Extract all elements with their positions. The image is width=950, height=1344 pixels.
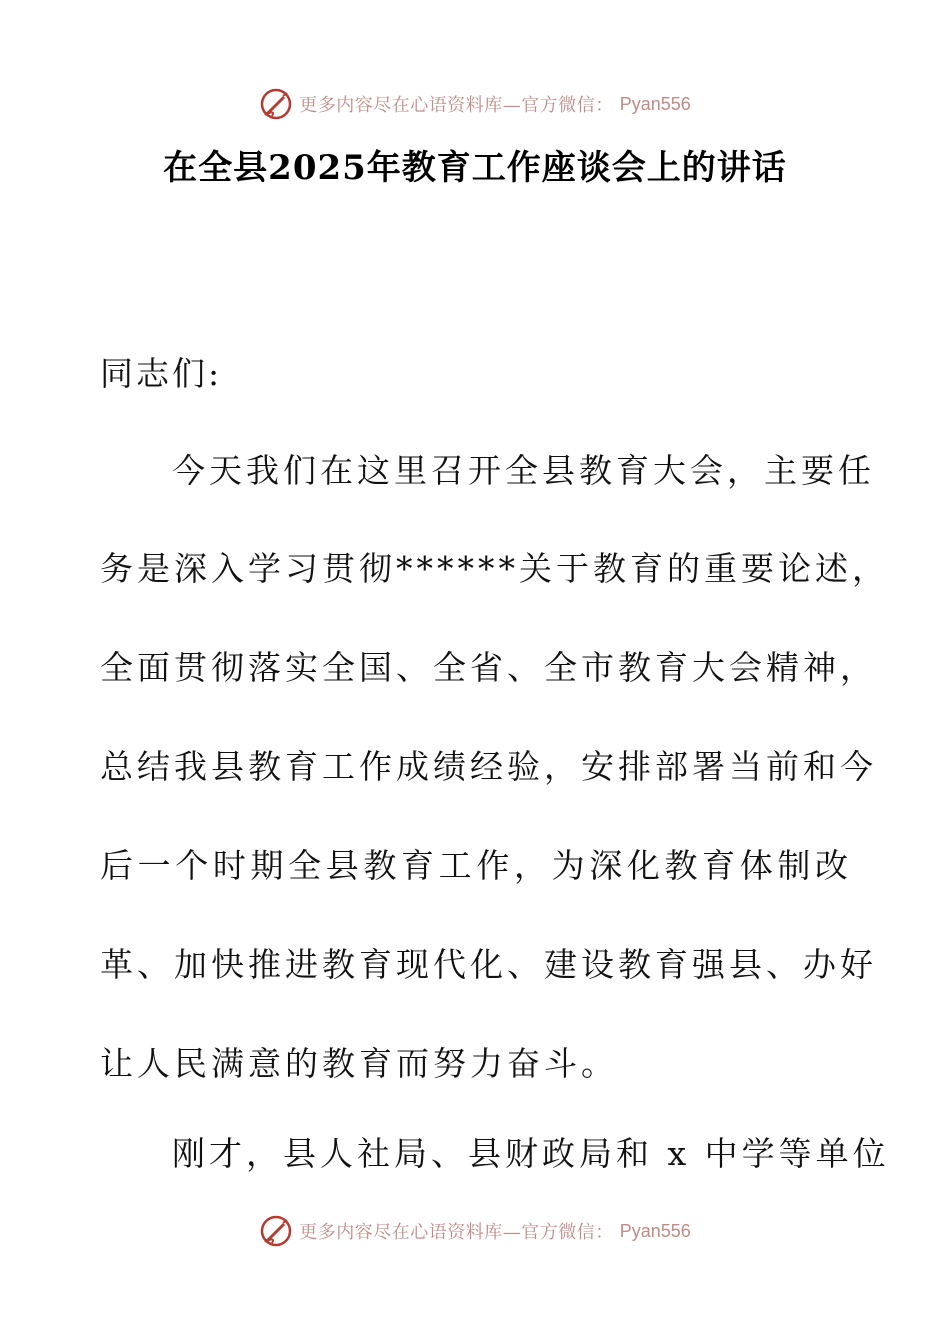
paragraph-line: 让人民满意的教育而努力奋斗。 [100, 1044, 618, 1083]
watermark-wechat-id: Pyan556 [619, 1220, 691, 1241]
paragraph-line: 革、加快推进教育现代化、建设教育强县、办好 [100, 945, 877, 984]
salutation: 同志们: [100, 354, 223, 393]
quill-logo-icon [259, 87, 293, 121]
document-title: 在全县2025年教育工作座谈会上的讲话 [163, 148, 787, 188]
paragraph-line: 刚才，县人社局、县财政局和 x 中学等单位 [172, 1134, 890, 1173]
footer-watermark [0, 1211, 950, 1251]
header-watermark [0, 84, 950, 124]
paragraph-line: 后一个时期全县教育工作，为深化教育体制改 [100, 846, 852, 885]
paragraph-line: 总结我县教育工作成绩经验，安排部署当前和今 [100, 747, 877, 786]
watermark-wechat-id: Pyan556 [619, 93, 691, 114]
watermark-text: 更多内容尽在心语资料库—官方微信： [299, 95, 614, 116]
watermark-text: 更多内容尽在心语资料库—官方微信： [299, 1222, 614, 1243]
paragraph-line: 务是深入学习贯彻******关于教育的重要论述， [100, 549, 889, 588]
paragraph-line: 今天我们在这里召开全县教育大会，主要任 [172, 451, 875, 490]
paragraph-line: 全面贯彻落实全国、全省、全市教育大会精神， [100, 648, 877, 687]
quill-logo-icon [259, 1214, 293, 1248]
